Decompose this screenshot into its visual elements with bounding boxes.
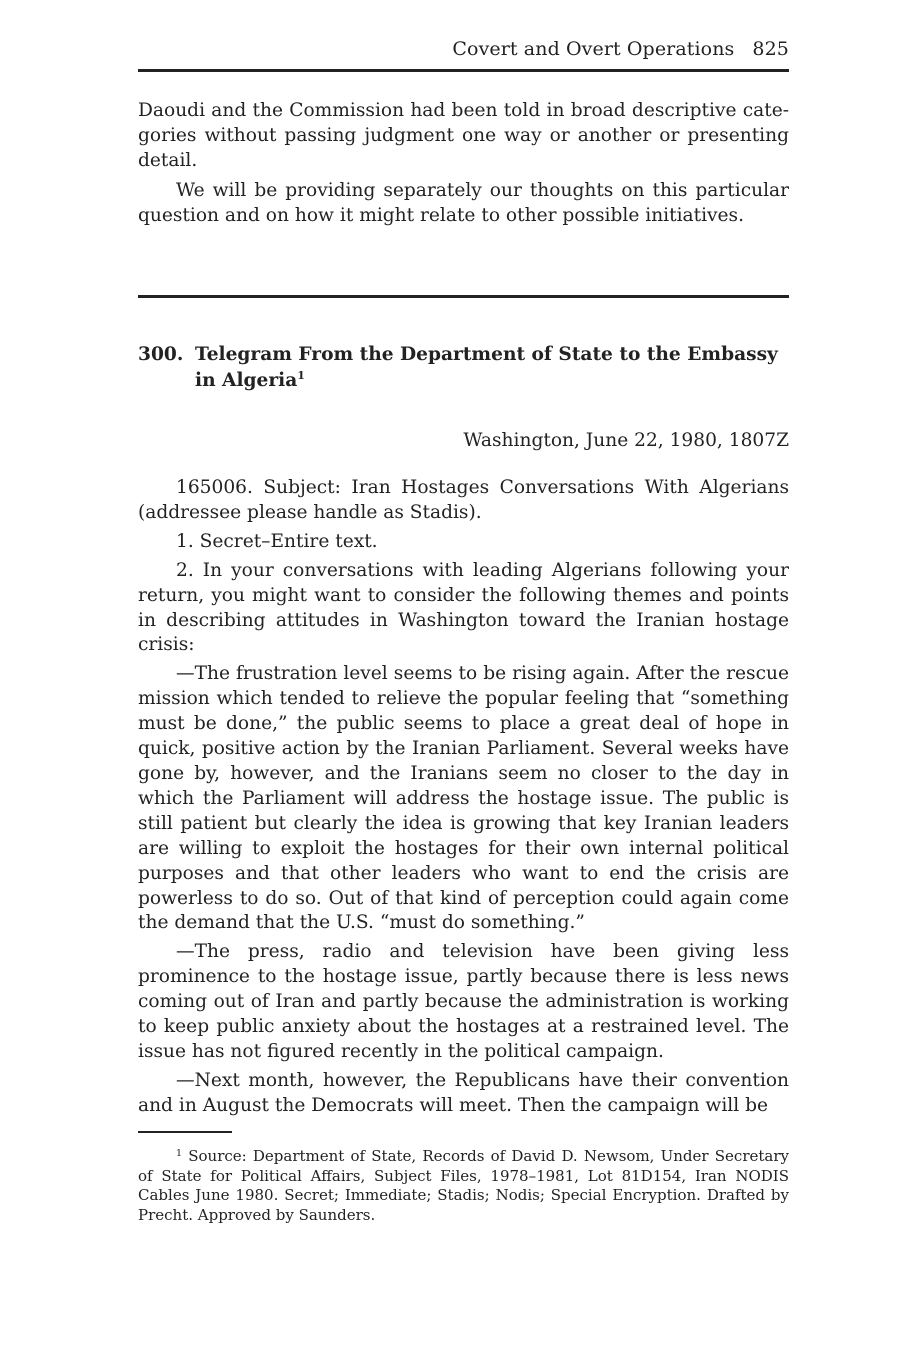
footnote-text: Source: Department of State, Records of David D. Newsom, Under Secretary of State for Political Affairs, Subject Files, 1978–1981, Lot 81D154, Iran NODIS Cables June 1980. Secret; Immediate; Stadis; Nodis; Special Encryption. Drafted by Precht. Approved by Saunders. bbox=[138, 1147, 789, 1224]
body-paragraph: —Next month, however, the Republicans have their convention and in August the Democrats will meet. Then the campaign will be bbox=[138, 1069, 789, 1116]
footnote-rule bbox=[138, 1131, 232, 1133]
dateline: Washington, June 22, 1980, 1807Z bbox=[463, 430, 789, 451]
running-header bbox=[138, 38, 789, 60]
carryover-paragraph: We will be providing separately our thoughts on this particular question and on how it might relate to other possible initiatives. bbox=[138, 179, 789, 226]
footnote-marker: 1 bbox=[176, 1148, 183, 1159]
body-paragraph: 165006. Subject: Iran Hostages Conversations With Algerians (addressee please handle as Stadis). bbox=[138, 477, 789, 523]
body-paragraph: —The press, radio and television have been giving less prominence to the hostage issue, partly because there is less news coming out of Iran and partly because the administration is working to keep public anxiety about the hostages at a restrained level. The issue has not figured recently in the political campaign. bbox=[138, 941, 789, 1062]
running-header-section: Covert and Overt Operations bbox=[452, 38, 735, 60]
section-divider-rule bbox=[138, 295, 789, 298]
carryover-text bbox=[138, 99, 789, 229]
footnote-reference[interactable]: 1 bbox=[297, 369, 305, 382]
body-paragraph: 1. Secret–Entire text. bbox=[176, 530, 378, 552]
footnote bbox=[138, 1147, 789, 1225]
document-heading bbox=[138, 342, 789, 394]
document-number: 300. bbox=[138, 344, 184, 365]
telegram-body bbox=[138, 476, 789, 1119]
document-title: Telegram From the Department of State to the Embassy in Algeria bbox=[195, 344, 778, 391]
page-number: 825 bbox=[752, 38, 789, 60]
body-paragraph: —The frustration level seems to be rising again. After the rescue mission which tended to relieve the popular feeling that “something must be done,” the public seems to place a great deal of hope in quick, positive action by the Iranian Parliament. Several weeks have gone by, however, and the Iranians seem no closer to the day in which the Parliament will address the hostage issue. The public is still patient but clearly the idea is growing that key Iranian leaders are willing to exploit the hostages for their own internal political purposes and that other leaders who want to end the crisis are powerless to do so. Out of that kind of perception could again come the demand that the U.S. “must do something.” bbox=[138, 663, 789, 934]
carryover-paragraph: Daoudi and the Commission had been told in broad descriptive categories without passing judgment one way or another or presenting detail. bbox=[138, 100, 789, 171]
header-rule bbox=[138, 69, 789, 72]
document-title-wrap bbox=[195, 342, 789, 394]
body-paragraph: 2. In your conversations with leading Algerians following your return, you might want to consider the following themes and points in describing attitudes in Washington toward the Iranian hostage crisis: bbox=[138, 559, 789, 656]
